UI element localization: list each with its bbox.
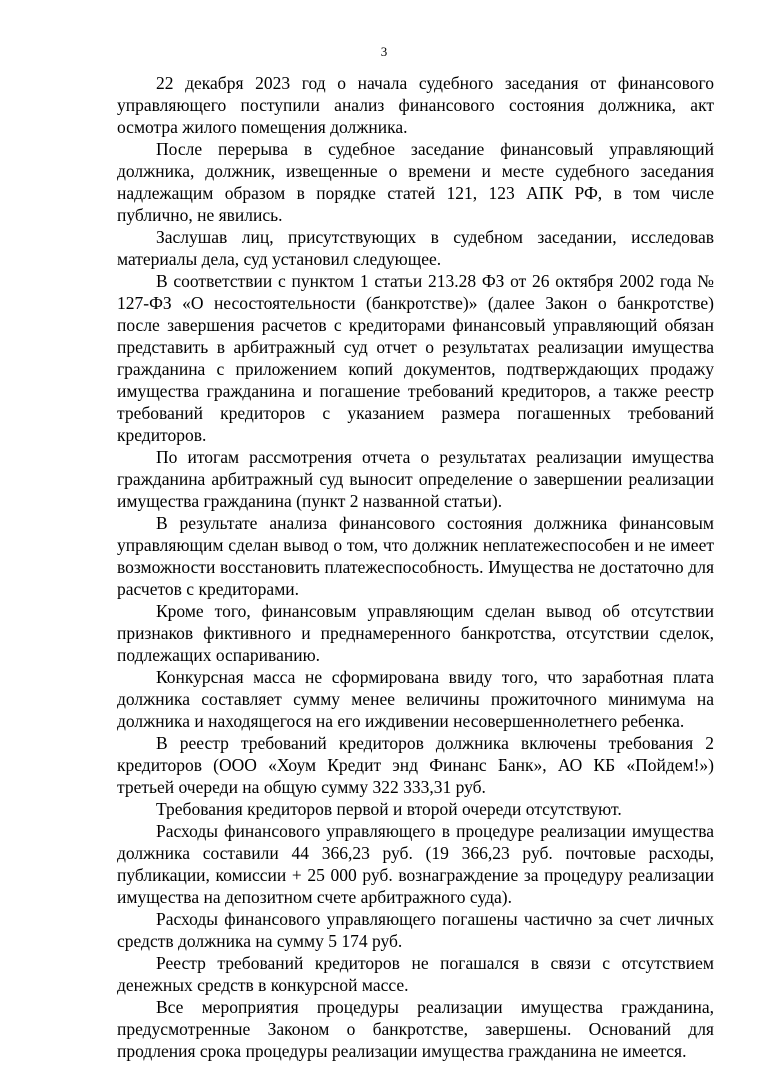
paragraph-creditor-registry: В реестр требований кредиторов должника включены требования 2 кредиторов (ООО «Хоум Кредит энд Финанс Банк», АО КБ «Пойдем!») третьей очереди на общую сумму 322 333,31 руб. [117,733,714,797]
paragraph-financial-analysis: В результате анализа финансового состояния должника финансовым управляющим сделан вывод о том, что должник неплатежеспособен и не имеет возможности восстановить платежеспособность. Имущества не достаточно для расчетов с кредиторами. [117,513,714,599]
paragraph-after-recess: После перерыва в судебное заседание финансовый управляющий должника, должник, извещенные о времени и месте судебного заседания надлежащим образом в порядке статей 121, 123 АПК РФ, в том числе публично, не явились. [117,139,714,225]
paragraph-estate: Конкурсная масса не сформирована ввиду того, что заработная плата должника составляет сумму менее величины прожиточного минимума на должника и находящегося на его иждивении несовершеннолетнего ребенка. [117,667,714,731]
paragraph-hearing-date: 22 декабря 2023 год о начала судебного заседания от финансового управляющего поступили анализ финансового состояния должника, акт осмотра жилого помещения должника. [117,73,714,137]
paragraph-expenses-repaid: Расходы финансового управляющего погашены частично за счет личных средств должника на сумму 5 174 руб. [117,909,714,951]
paragraph-first-second-priority: Требования кредиторов первой и второй очереди отсутствуют. [156,799,622,819]
paragraph-report-review: По итогам рассмотрения отчета о результатах реализации имущества гражданина арбитражный суд выносит определение о завершении реализации имущества гражданина (пункт 2 названной статьи). [117,447,714,511]
paragraph-procedures-completed: Все мероприятия процедуры реализации имущества гражданина, предусмотренные Законом о банкротстве, завершены. Оснований для продления срока процедуры реализации имущества гражданина не имеется. [117,997,714,1061]
page-number: 3 [380,44,388,59]
paragraph-legal-basis: В соответствии с пунктом 1 статьи 213.28 ФЗ от 26 октября 2002 года № 127-ФЗ «О несостоятельности (банкротстве)» (далее Закон о банкротстве) после завершения расчетов с кредиторами финансовый управляющий обязан представить в арбитражный суд отчет о результатах реализации имущества гражданина с приложением копий документов, подтверждающих продажу имущества гражданина и погашение требований кредиторов, а также реестр требований кредиторов с указанием размера погашенных требований кредиторов. [117,271,714,445]
paragraph-bankruptcy-signs: Кроме того, финансовым управляющим сделан вывод об отсутствии признаков фиктивного и преднамеренного банкротства, отсутствии сделок, подлежащих оспариванию. [117,601,714,665]
paragraph-court-findings: Заслушав лиц, присутствующих в судебном заседании, исследовав материалы дела, суд установил следующее. [117,227,714,269]
paragraph-manager-expenses: Расходы финансового управляющего в процедуре реализации имущества должника составили 44 366,23 руб. (19 366,23 руб. почтовые расходы, публикации, комиссии + 25 000 руб. вознаграждение за процедуру реализации имущества на депозитном счете арбитражного суда). [117,821,714,907]
paragraph-registry-unpaid: Реестр требований кредиторов не погашался в связи с отсутствием денежных средств в конкурсной массе. [117,953,714,995]
document-body [117,72,714,1062]
